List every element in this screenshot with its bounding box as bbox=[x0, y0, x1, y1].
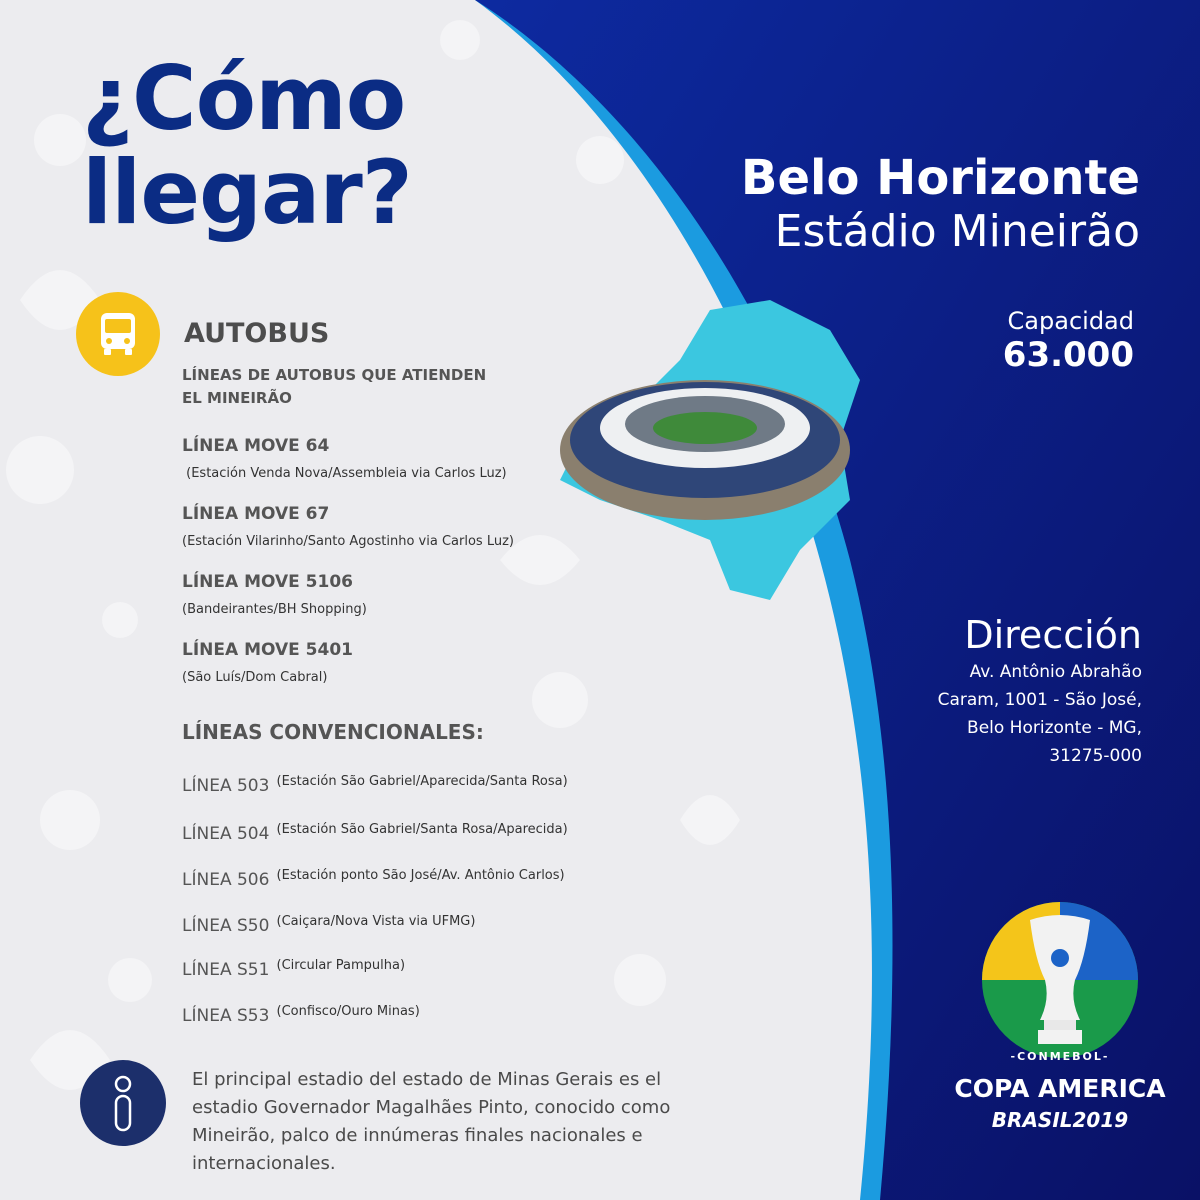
move-line-item bbox=[182, 572, 367, 617]
line-route: (Confisco/Ouro Minas) bbox=[276, 1004, 420, 1019]
bus-lines-subheading bbox=[182, 364, 542, 410]
address-line: Caram, 1001 - São José, bbox=[937, 690, 1142, 710]
stadium-name: Estádio Mineirão bbox=[774, 206, 1140, 257]
stadium-image bbox=[540, 290, 870, 620]
bus-icon bbox=[76, 292, 160, 376]
conventional-line-item bbox=[182, 910, 475, 936]
line-route: (Circular Pampulha) bbox=[276, 958, 406, 973]
capacity-value: 63.000 bbox=[1002, 335, 1134, 375]
line-name: LÍNEA S53 bbox=[182, 1006, 270, 1026]
description-line: estadio Governador Magalhães Pinto, conocido como bbox=[192, 1097, 671, 1118]
capacity-block bbox=[1003, 306, 1134, 374]
stadium-description bbox=[192, 1066, 752, 1178]
conventional-line-item bbox=[182, 954, 405, 980]
venue-heading bbox=[741, 150, 1140, 258]
address-block bbox=[938, 612, 1142, 770]
line-route: (São Luís/Dom Cabral) bbox=[182, 670, 328, 685]
line-route: (Bandeirantes/BH Shopping) bbox=[182, 602, 367, 617]
line-name: LÍNEA S51 bbox=[182, 960, 270, 980]
city-name: Belo Horizonte bbox=[740, 150, 1140, 206]
subheading-line-2: EL MINEIRÃO bbox=[182, 389, 292, 407]
conventional-line-item bbox=[182, 770, 568, 796]
conventional-line-item bbox=[182, 864, 565, 890]
address-line: Av. Antônio Abrahão bbox=[969, 662, 1142, 682]
conventional-lines-title: LÍNEAS CONVENCIONALES: bbox=[182, 720, 484, 744]
address-line: 31275-000 bbox=[1049, 746, 1142, 766]
line-name: LÍNEA S50 bbox=[182, 916, 270, 936]
move-line-item bbox=[182, 640, 353, 685]
line-route: (Estación São Gabriel/Aparecida/Santa Rosa) bbox=[276, 774, 568, 789]
move-line-item bbox=[182, 436, 507, 481]
logo-org: -CONMEBOL- bbox=[1010, 1050, 1110, 1063]
info-icon bbox=[80, 1060, 166, 1146]
line-route: (Estación Venda Nova/Assembleia via Carlos Luz) bbox=[182, 466, 507, 481]
line-route: (Caiçara/Nova Vista via UFMG) bbox=[276, 914, 476, 929]
description-line: Mineirão, palco de innúmeras finales nacionales e bbox=[192, 1125, 643, 1146]
bus-section-title: AUTOBUS bbox=[184, 318, 330, 349]
conventional-line-item bbox=[182, 1000, 420, 1026]
line-route: (Estación São Gabriel/Santa Rosa/Aparecida) bbox=[276, 822, 568, 837]
subheading-line-1: LÍNEAS DE AUTOBUS QUE ATIENDEN bbox=[182, 366, 487, 384]
line-name: LÍNEA MOVE 5401 bbox=[182, 640, 353, 660]
description-line: internacionales. bbox=[192, 1153, 336, 1174]
logo-edition: BRASIL2019 bbox=[991, 1108, 1129, 1132]
address-line: Belo Horizonte - MG, bbox=[967, 718, 1142, 738]
line-name: LÍNEA 504 bbox=[182, 824, 270, 844]
title-line-1: ¿Cómo bbox=[82, 47, 406, 150]
line-route: (Estación Vilarinho/Santo Agostinho via Carlos Luz) bbox=[182, 534, 514, 549]
line-name: LÍNEA MOVE 64 bbox=[182, 436, 330, 456]
page-title bbox=[82, 47, 412, 244]
capacity-label: Capacidad bbox=[1007, 307, 1134, 335]
line-name: LÍNEA MOVE 67 bbox=[182, 504, 330, 524]
conventional-line-item bbox=[182, 818, 568, 844]
line-name: LÍNEA 503 bbox=[182, 776, 270, 796]
line-name: LÍNEA 506 bbox=[182, 870, 270, 890]
logo-name: COPA AMERICA bbox=[954, 1074, 1166, 1103]
move-line-item bbox=[182, 504, 514, 549]
address-title: Dirección bbox=[964, 613, 1142, 657]
description-line: El principal estadio del estado de Minas Gerais es el bbox=[192, 1069, 662, 1090]
line-route: (Estación ponto São José/Av. Antônio Carlos) bbox=[276, 868, 565, 883]
title-line-2: llegar? bbox=[82, 141, 412, 244]
line-name: LÍNEA MOVE 5106 bbox=[182, 572, 353, 592]
